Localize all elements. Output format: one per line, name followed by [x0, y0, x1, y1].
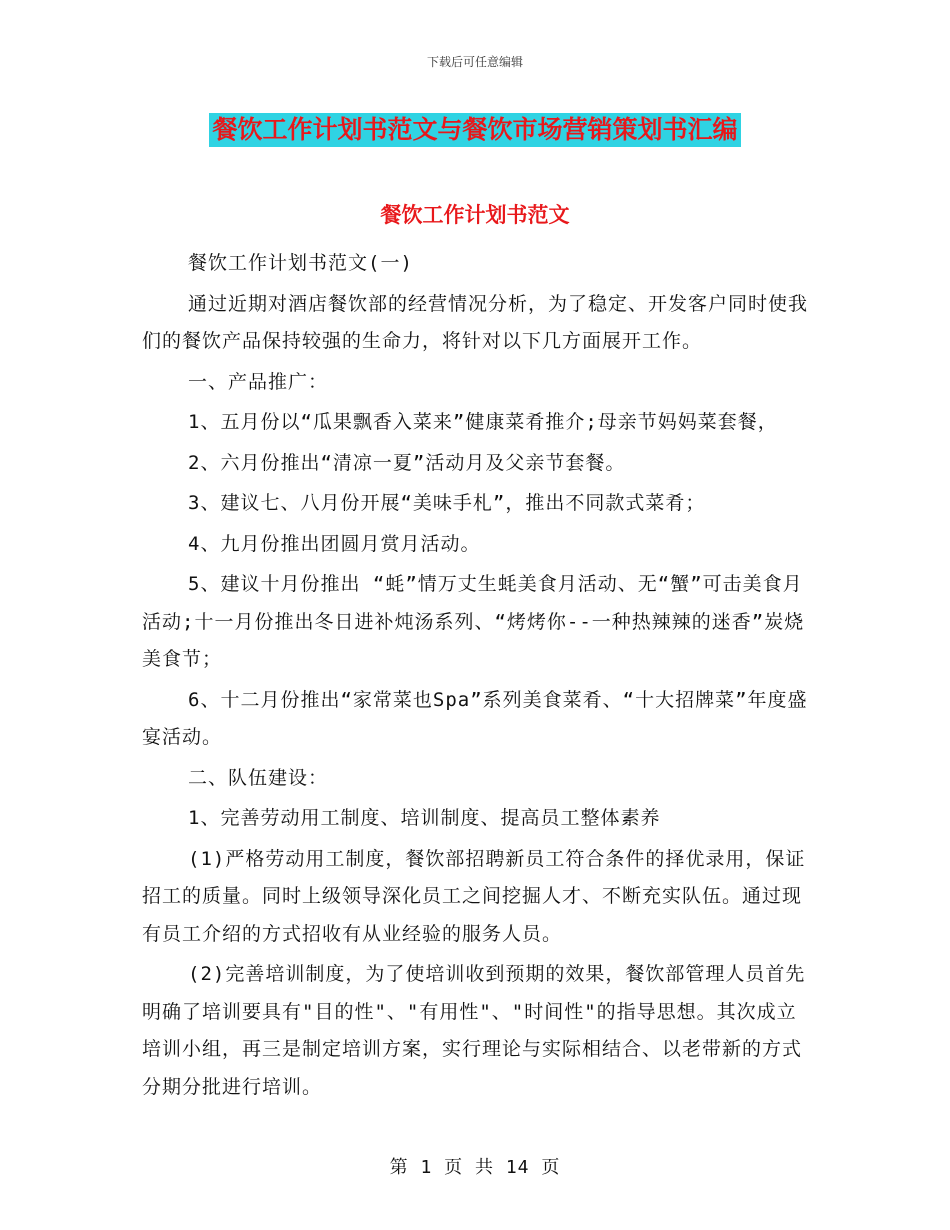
document-body — [142, 245, 810, 1109]
paragraph: 1、五月份以“瓜果飘香入菜来”健康菜肴推介;母亲节妈妈菜套餐， — [188, 411, 778, 433]
doc-title-container — [0, 113, 950, 147]
page-number-footer: 第 1 页 共 14 页 — [389, 1157, 561, 1178]
paragraph: 通过近期对酒店餐饮部的经营情况分析，为了稳定、开发客户同时使我们的餐饮产品保持较强的生命力，将针对以下几方面展开工作。 — [142, 292, 809, 352]
paragraph: 6、十二月份推出“家常菜也Spa”系列美食菜肴、“十大招牌菜”年度盛宴活动。 — [142, 688, 808, 748]
paragraph: 二、队伍建设： — [188, 766, 329, 789]
paragraph: (2)完善培训制度，为了使培训收到预期的效果，餐饮部管理人员首先明确了培训要具有"目的性"、"有用性"、"时间性"的指导思想。其次成立培训小组，再三是制定培训方案，实行理论与实际相结合、以老带新的方式分期分批进行培训。 — [142, 963, 806, 1098]
paragraph: 1、完善劳动用工制度、培训制度、提高员工整体素养 — [188, 807, 661, 829]
paragraph: 一、产品推广： — [188, 370, 329, 393]
doc-title: 餐饮工作计划书范文与餐饮市场营销策划书汇编 — [209, 113, 740, 147]
paragraph: 餐饮工作计划书范文(一) — [188, 252, 413, 274]
paragraph: 2、六月份推出“清凉一夏”活动月及父亲节套餐。 — [188, 451, 626, 474]
paragraph: (1)严格劳动用工制度，餐饮部招聘新员工符合条件的择优录用，保证招工的质量。同时上级领导深化员工之间挖掘人才、不断充实队伍。通过现有员工介绍的方式招收有从业经验的服务人员。 — [142, 847, 806, 945]
section-title: 餐饮工作计划书范文 — [380, 202, 570, 227]
header-note: 下载后可任意编辑 — [426, 55, 523, 69]
paragraph: 4、九月份推出团圆月赏月活动。 — [188, 532, 481, 555]
paragraph: 3、建议七、八月份开展“美味手札”，推出不同款式菜肴； — [188, 492, 706, 514]
paragraph: 5、建议十月份推出 “蚝”情万丈生蚝美食月活动、无“蟹”可击美食月活动;十一月份推出冬日进补炖汤系列、“烤烤你--一种热辣辣的迷香”炭烧美食节； — [142, 573, 805, 670]
